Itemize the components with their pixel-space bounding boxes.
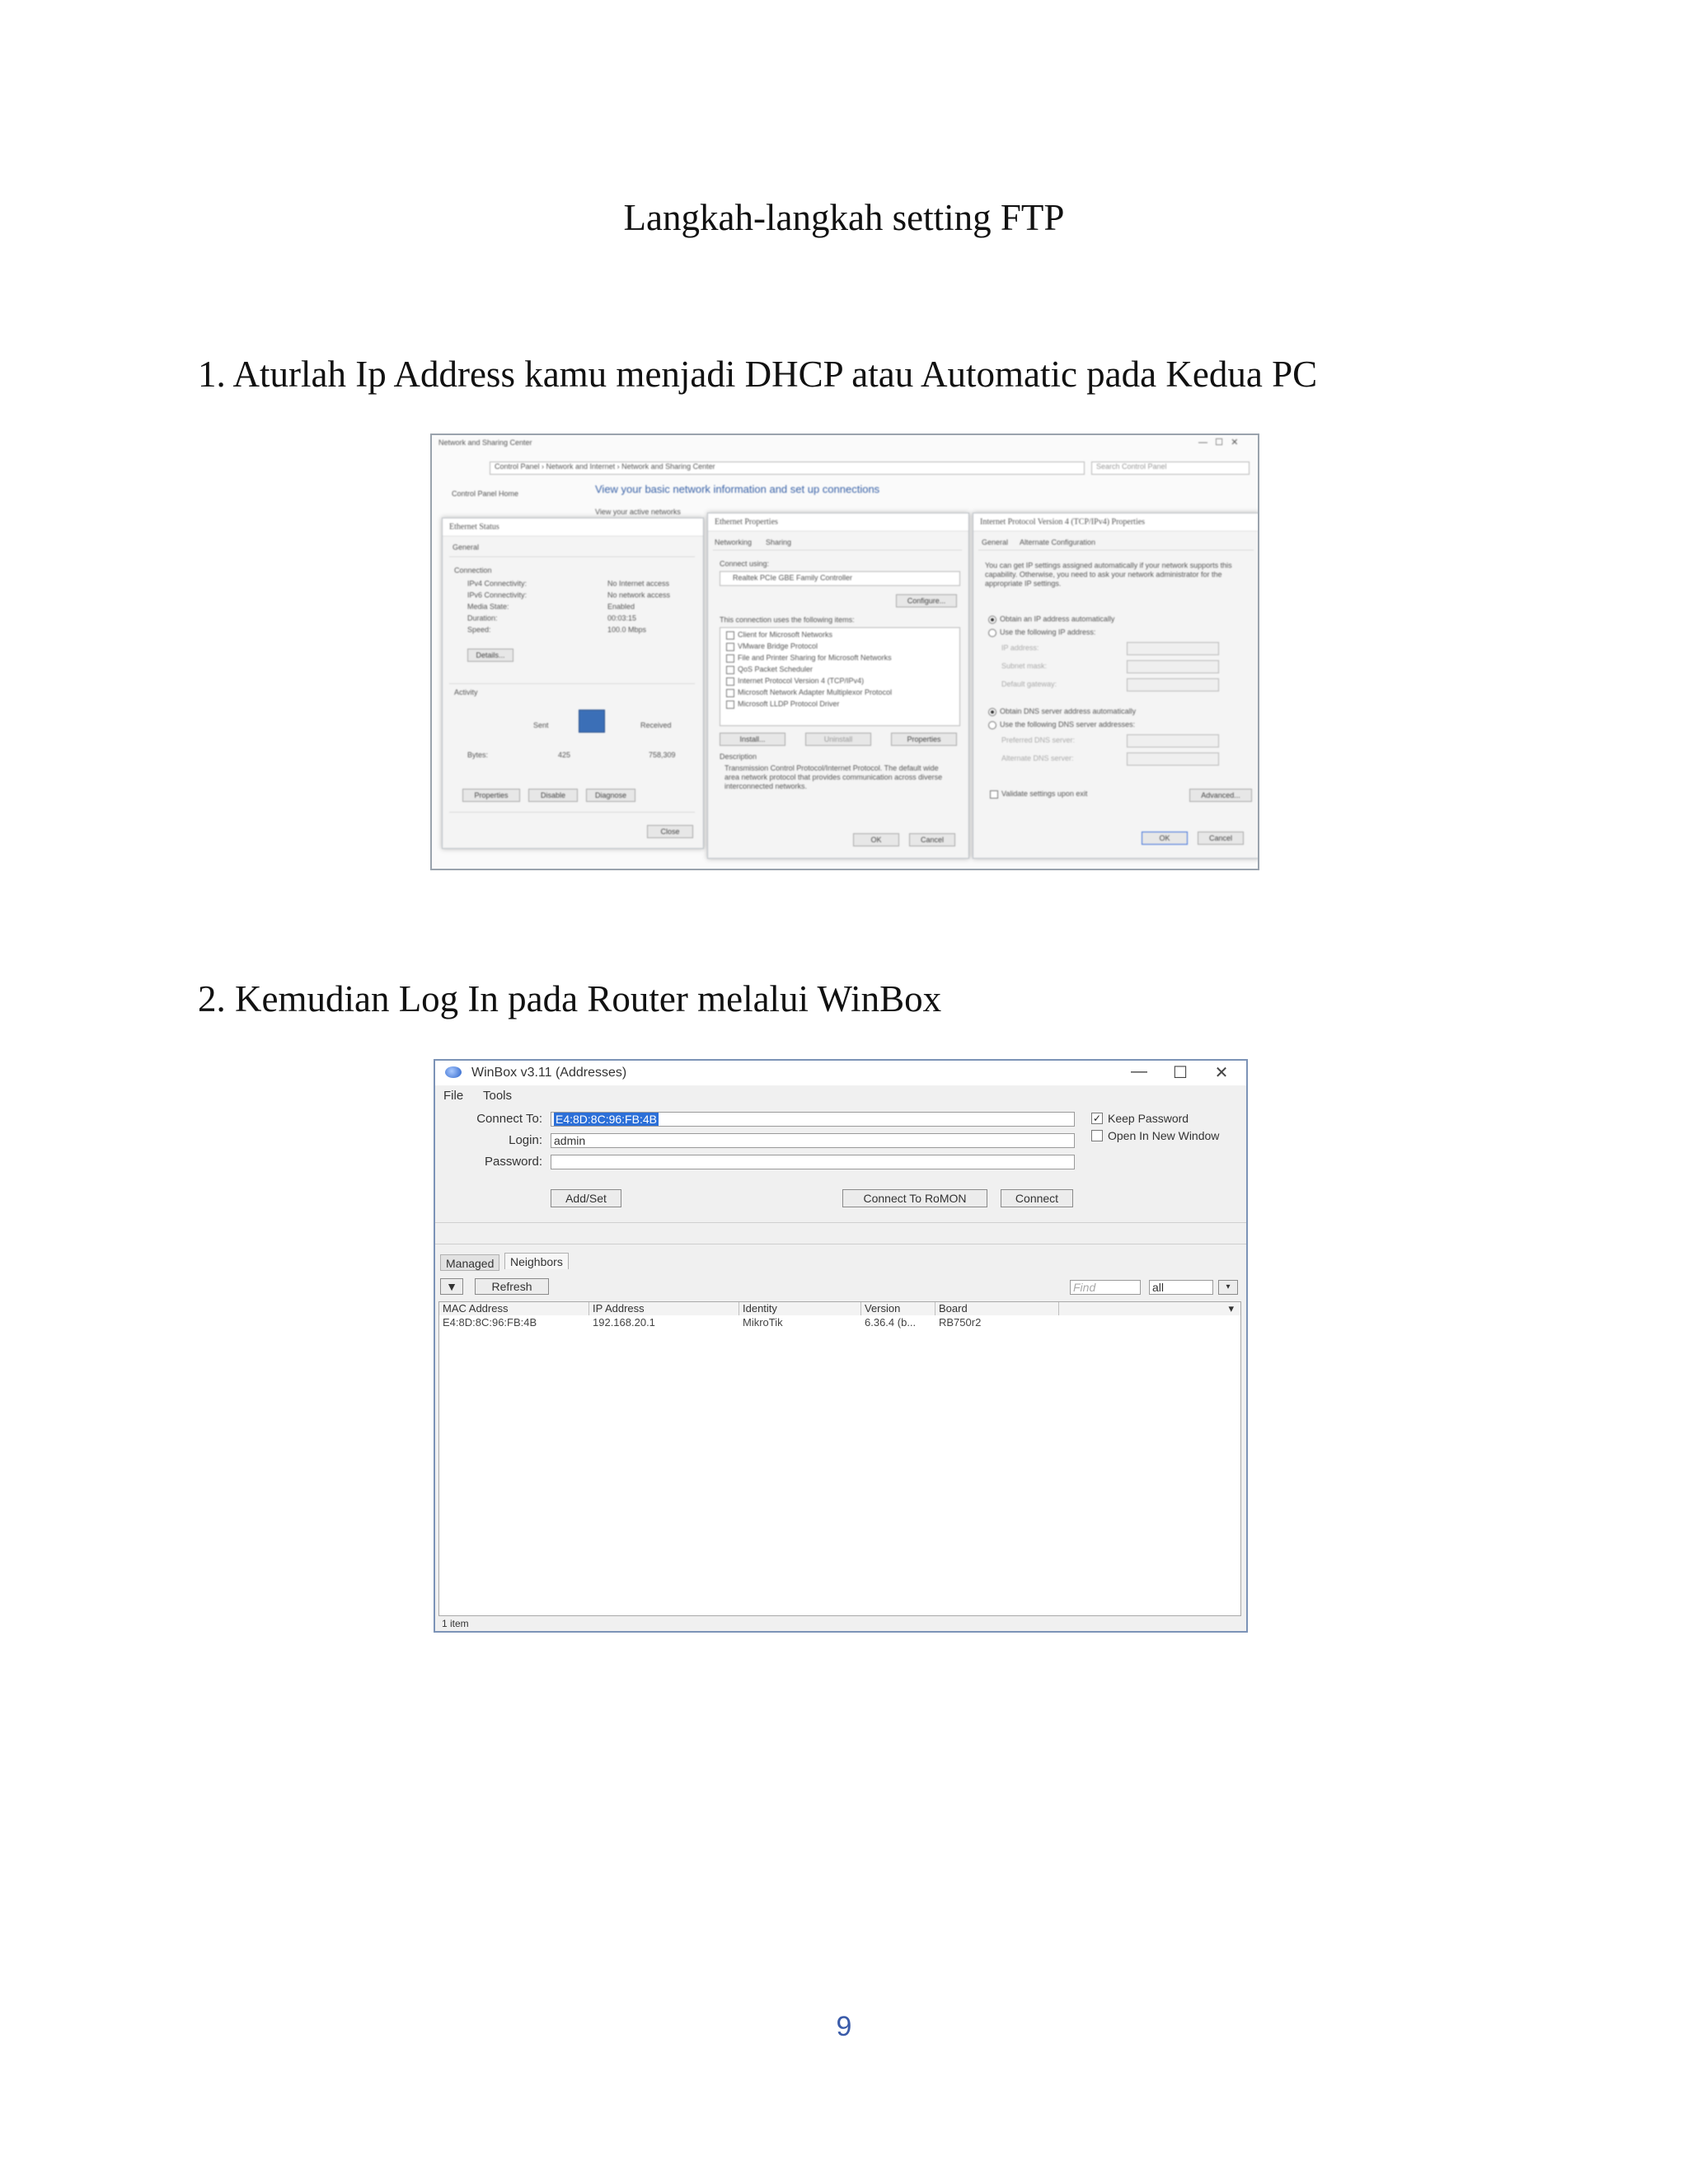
minimize-icon[interactable]: — <box>1131 1062 1147 1080</box>
uninstall-button[interactable]: Uninstall <box>805 733 871 746</box>
item-properties-button[interactable]: Properties <box>891 733 957 746</box>
status-value: Enabled <box>607 602 635 611</box>
properties-button[interactable]: Properties <box>462 789 520 802</box>
list-item: File and Printer Sharing for Microsoft Networks <box>738 654 892 662</box>
use-ip-label: Use the following IP address: <box>1000 628 1096 636</box>
winbox-titlebar <box>435 1061 1246 1085</box>
preferred-dns-field[interactable] <box>1127 734 1219 748</box>
tab-general[interactable]: General <box>452 543 480 551</box>
validate-checkbox[interactable] <box>990 790 998 799</box>
password-input[interactable] <box>551 1155 1075 1169</box>
network-settings-screenshot <box>430 434 1259 870</box>
menu-file[interactable]: File <box>443 1089 464 1103</box>
section-connection: Connection <box>454 566 492 574</box>
connect-to-romon-button[interactable]: Connect To RoMON <box>842 1189 987 1207</box>
ip-address-field[interactable] <box>1127 642 1219 655</box>
connect-to-label: Connect To: <box>476 1112 542 1126</box>
columns-menu-icon[interactable]: ▾ <box>1059 1302 1240 1315</box>
status-key: IPv4 Connectivity: <box>467 579 528 588</box>
step-1-text: 1. Aturlah Ip Address kamu menjadi DHCP atau Automatic pada Kedua PC <box>198 354 1318 395</box>
menu-tools[interactable]: Tools <box>483 1089 513 1103</box>
close-icon[interactable]: ✕ <box>1214 1064 1229 1082</box>
ipv4-properties-window <box>973 513 1259 859</box>
connect-using-label: Connect using: <box>720 560 770 568</box>
connect-to-input[interactable] <box>551 1112 1075 1127</box>
item-checkbox[interactable] <box>726 654 734 663</box>
bytes-label: Bytes: <box>467 751 489 759</box>
password-label: Password: <box>484 1155 542 1169</box>
breadcrumb: Control Panel › Network and Internet › Network and Sharing Center <box>495 462 715 471</box>
col-version[interactable]: Version <box>861 1302 935 1315</box>
use-dns-label: Use the following DNS server addresses: <box>1000 720 1136 729</box>
bytes-received: 758,309 <box>649 751 676 759</box>
find-input[interactable]: Find <box>1070 1280 1141 1295</box>
page-number: 9 <box>836 2011 852 2042</box>
ethernet-status-window <box>442 518 704 849</box>
item-checkbox[interactable] <box>726 643 734 651</box>
ipv4-properties-title: Internet Protocol Version 4 (TCP/IPv4) Properties <box>973 513 1259 532</box>
status-key: IPv6 Connectivity: <box>467 591 528 599</box>
keep-password-checkbox[interactable]: ✓ <box>1092 1113 1102 1124</box>
adapter-name: Realtek PCIe GBE Family Controller <box>733 574 853 582</box>
ethernet-status-title: Ethernet Status <box>443 518 703 537</box>
login-input[interactable]: admin <box>551 1133 1075 1148</box>
col-identity[interactable]: Identity <box>739 1302 861 1315</box>
alternate-dns-label: Alternate DNS server: <box>1001 754 1074 762</box>
item-checkbox[interactable] <box>726 701 734 709</box>
received-label: Received <box>640 721 672 729</box>
tab-managed[interactable]: Managed <box>440 1254 499 1271</box>
active-networks-label: View your active networks <box>595 508 681 516</box>
explorer-heading: View your basic network information and set up connections <box>595 483 880 495</box>
status-key: Duration: <box>467 614 498 622</box>
ethernet-properties-window <box>707 513 969 859</box>
item-checkbox[interactable] <box>726 666 734 674</box>
subnet-field[interactable] <box>1127 660 1219 673</box>
list-item: Internet Protocol Version 4 (TCP/IPv4) <box>738 677 865 685</box>
search-placeholder: Search Control Panel <box>1096 462 1167 471</box>
status-key: Media State: <box>467 602 509 611</box>
refresh-button[interactable]: Refresh <box>475 1278 549 1295</box>
list-item: VMware Bridge Protocol <box>738 642 818 650</box>
status-bar: 1 item <box>442 1618 469 1629</box>
col-board[interactable]: Board <box>935 1302 1059 1315</box>
tab-neighbors[interactable]: Neighbors <box>504 1253 569 1269</box>
ethernet-properties-title: Ethernet Properties <box>708 513 968 532</box>
network-computers-icon <box>579 710 605 733</box>
item-checkbox[interactable] <box>726 677 734 686</box>
add-set-button[interactable]: Add/Set <box>551 1189 621 1207</box>
control-panel-home-link[interactable]: Control Panel Home <box>452 490 519 498</box>
col-ip-address[interactable]: IP Address <box>589 1302 739 1315</box>
tab-networking[interactable]: Networking <box>715 538 753 546</box>
ipv4-intro: You can get IP settings assigned automatically if your network supports this capability. Otherwise, you need to ask your network administrator for the appropriate IP settings. <box>985 561 1232 588</box>
open-new-window-checkbox[interactable] <box>1091 1130 1103 1141</box>
list-item: Client for Microsoft Networks <box>738 630 833 639</box>
bytes-sent: 425 <box>558 751 571 759</box>
list-item: Microsoft Network Adapter Multiplexor Protocol <box>738 688 893 696</box>
explorer-title: Network and Sharing Center <box>438 438 532 447</box>
description-text: Transmission Control Protocol/Internet Protocol. The default wide area network protocol that provides communication across diverse interconnected networks. <box>724 764 943 790</box>
neighbors-table <box>438 1301 1241 1616</box>
tab-sharing[interactable]: Sharing <box>766 538 792 546</box>
status-value: No network access <box>607 591 671 599</box>
ip-address-label: IP address: <box>1001 644 1039 652</box>
window-controls: — ☐ ✕ <box>1198 438 1239 448</box>
login-label: Login: <box>509 1133 542 1147</box>
validate-label: Validate settings upon exit <box>1001 790 1088 798</box>
tab-general[interactable]: General <box>982 538 1009 546</box>
configure-button[interactable]: Configure... <box>896 594 957 607</box>
obtain-dns-radio[interactable] <box>988 708 996 716</box>
ipv4-cancel-button[interactable]: Cancel <box>1198 832 1244 845</box>
connect-to-value: E4:8D:8C:96:FB:4B <box>556 1113 657 1126</box>
subnet-label: Subnet mask: <box>1001 662 1048 670</box>
cancel-button[interactable]: Cancel <box>909 833 955 846</box>
use-ip-radio[interactable] <box>988 629 996 637</box>
connect-button[interactable]: Connect <box>1001 1189 1073 1207</box>
status-value: No Internet access <box>607 579 670 588</box>
obtain-ip-label: Obtain an IP address automatically <box>1000 615 1115 623</box>
ipv4-ok-button[interactable]: OK <box>1142 832 1188 845</box>
tab-alternate-configuration[interactable]: Alternate Configuration <box>1020 538 1096 546</box>
table-row-identity[interactable]: MikroTik <box>743 1316 783 1329</box>
use-dns-radio[interactable] <box>988 721 996 729</box>
page-title: Langkah-langkah setting FTP <box>623 197 1065 238</box>
disable-button[interactable]: Disable <box>528 789 578 802</box>
sent-label: Sent <box>533 721 549 729</box>
table-row-version[interactable]: 6.36.4 (b... <box>865 1316 917 1329</box>
status-key: Speed: <box>467 626 491 634</box>
table-row-mac[interactable]: E4:8D:8C:96:FB:4B <box>443 1316 537 1329</box>
status-value: 100.0 Mbps <box>607 626 647 634</box>
alternate-dns-field[interactable] <box>1127 752 1219 766</box>
winbox-title: WinBox v3.11 (Addresses) <box>471 1066 627 1080</box>
section-activity: Activity <box>454 688 478 696</box>
status-value: 00:03:15 <box>607 614 637 622</box>
gateway-field[interactable] <box>1127 678 1219 691</box>
ok-button[interactable]: OK <box>853 833 899 846</box>
items-label: This connection uses the following items: <box>720 616 855 624</box>
gateway-label: Default gateway: <box>1001 680 1057 688</box>
install-button[interactable]: Install... <box>720 733 785 746</box>
maximize-icon[interactable]: ☐ <box>1173 1064 1188 1082</box>
filter-select[interactable]: all <box>1149 1280 1213 1295</box>
list-item: QoS Packet Scheduler <box>738 665 814 673</box>
item-checkbox[interactable] <box>726 689 734 697</box>
advanced-button[interactable]: Advanced... <box>1189 789 1252 802</box>
filter-dropdown-icon[interactable]: ▾ <box>1218 1280 1238 1295</box>
description-label: Description <box>720 752 757 761</box>
item-checkbox[interactable] <box>726 631 734 640</box>
table-row-board[interactable]: RB750r2 <box>939 1316 982 1329</box>
close-button[interactable]: Close <box>647 825 693 838</box>
table-row-ip[interactable]: 192.168.20.1 <box>593 1316 655 1329</box>
col-mac-address[interactable]: MAC Address <box>439 1302 589 1315</box>
obtain-dns-label: Obtain DNS server address automatically <box>1000 707 1137 715</box>
preferred-dns-label: Preferred DNS server: <box>1001 736 1076 744</box>
diagnose-button[interactable]: Diagnose <box>586 789 635 802</box>
filter-icon[interactable]: ▼ <box>440 1278 463 1295</box>
step-2-text: 2. Kemudian Log In pada Router melalui WinBox <box>198 978 942 1019</box>
details-button[interactable]: Details... <box>467 649 513 662</box>
obtain-ip-radio[interactable] <box>988 616 996 624</box>
list-item: Microsoft LLDP Protocol Driver <box>738 700 840 708</box>
winbox-window <box>434 1059 1248 1633</box>
keep-password-label: Keep Password <box>1108 1112 1189 1125</box>
open-new-window-label: Open In New Window <box>1108 1129 1220 1142</box>
winbox-logo-icon <box>445 1066 462 1078</box>
